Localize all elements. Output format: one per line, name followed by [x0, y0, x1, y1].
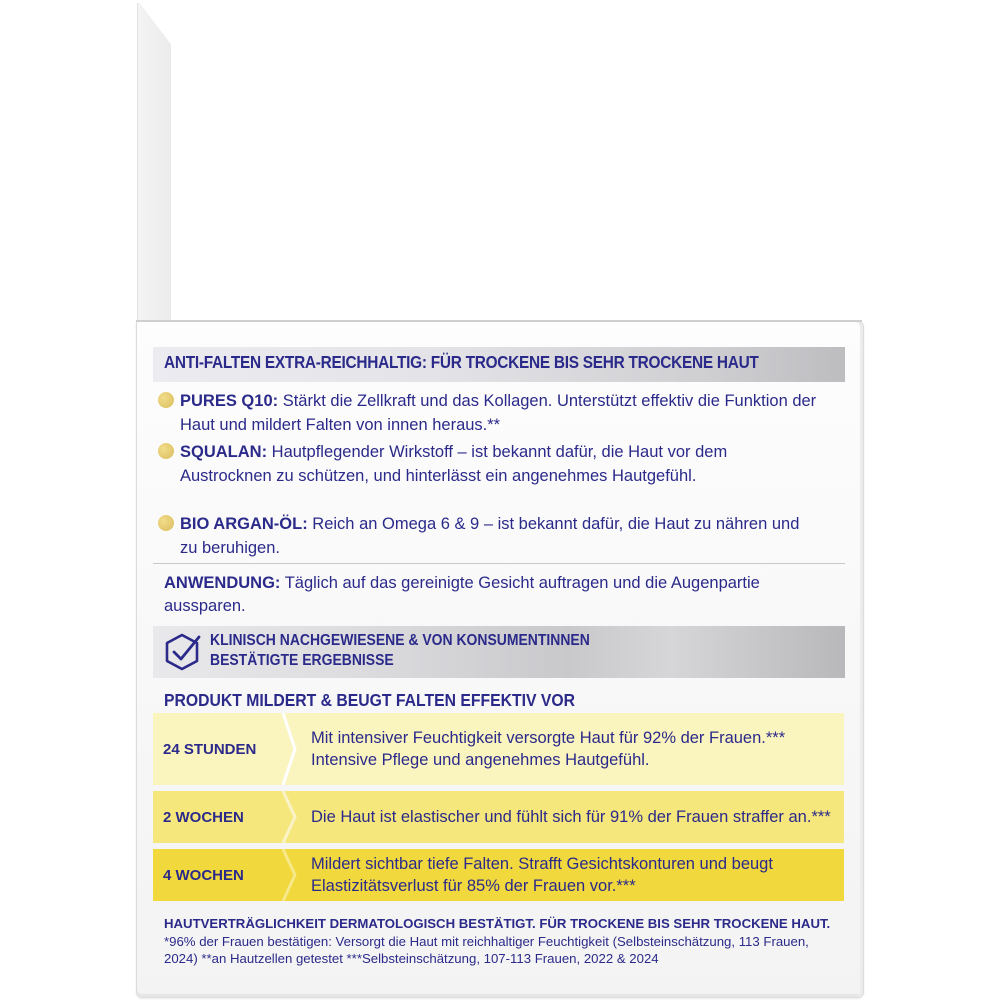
usage-text: Täglich auf das gereinigte Gesicht auftragen und die Augenpartie aussparen. — [164, 574, 760, 615]
product-title — [164, 352, 759, 373]
divider — [153, 563, 845, 564]
ingredient-item — [158, 440, 820, 488]
box-top-edge — [136, 320, 862, 322]
ingredient-name: SQUALAN: — [180, 443, 268, 461]
clinical-claim-text — [210, 631, 590, 671]
ingredient-description: Reich an Omega 6 & 9 – ist bekannt dafür, die Haut zu nähren und zu beruhigen. — [180, 515, 800, 557]
shield-check-icon — [163, 632, 201, 672]
footnote-bold: HAUTVERTRÄGLICHKEIT DERMATOLOGISCH BESTÄTIGT. FÜR TROCKENE BIS SEHR TROCKENE HAUT. — [164, 916, 831, 931]
claim-line1: KLINISCH NACHGEWIESENE & VON KONSUMENTINNEN — [210, 632, 590, 649]
gold-bullet-icon — [158, 515, 174, 531]
result-description: Die Haut ist elastischer und fühlt sich für 91% der Frauen straffer an.*** — [311, 808, 831, 826]
result-period: 2 WOCHEN — [163, 808, 244, 826]
title-part2: FÜR TROCKENE BIS SEHR TROCKENE HAUT — [426, 352, 759, 372]
ingredient-description: Hautpflegender Wirkstoff – ist bekannt dafür, die Haut vor dem Austrocknen zu schützen, und hinterlässt ein angenehmes Hautgefühl. — [180, 443, 728, 485]
ingredient-description: Stärkt die Zellkraft und das Kollagen. Unterstützt effektiv die Funktion der Haut und mildert Falten von innen heraus.** — [180, 392, 817, 434]
result-row-2w — [153, 791, 844, 843]
box-top-flap — [137, 3, 171, 321]
ingredient-text — [180, 440, 820, 488]
ingredient-item — [158, 389, 820, 437]
ingredient-name: PURES Q10: — [180, 392, 279, 410]
ingredient-text — [180, 389, 820, 437]
title-part1: ANTI-FALTEN EXTRA-REICHHALTIG: — [164, 352, 427, 372]
footnote-text: *96% der Frauen bestätigen: Versorgt die Haut mit reichhaltiger Feuchtigkeit (Selbsteinschätzung, 113 Frauen, 2024) **an Hautzellen getestet ***Selbsteinschätzung, 107-113 Frauen, 2022 & 2024 — [164, 933, 809, 966]
usage-instructions — [164, 572, 824, 618]
result-row-24h — [153, 713, 844, 785]
chevron-separator-icon — [281, 791, 297, 843]
gold-bullet-icon — [158, 443, 174, 459]
result-period: 24 STUNDEN — [163, 740, 257, 758]
chevron-separator-icon — [281, 713, 297, 785]
result-description: Mildert sichtbar tiefe Falten. Strafft Gesichtskonturen und beugt Elastizitätsverlust für 85% der Frauen vor.*** — [311, 855, 773, 895]
chevron-separator-icon — [281, 849, 297, 901]
results-title: PRODUKT MILDERT & BEUGT FALTEN EFFEKTIV VOR — [164, 690, 575, 710]
claim-line2: BESTÄTIGTE ERGEBNISSE — [210, 652, 394, 669]
footnote — [164, 915, 844, 968]
ingredient-name: BIO ARGAN-ÖL: — [180, 515, 308, 533]
result-description: Mit intensiver Feuchtigkeit versorgte Haut für 92% der Frauen.*** Intensive Pflege und angenehmes Hautgefühl. — [311, 729, 786, 769]
result-period: 4 WOCHEN — [163, 866, 244, 884]
ingredient-text — [180, 512, 820, 560]
usage-label: ANWENDUNG: — [164, 574, 281, 592]
ingredient-item — [158, 512, 820, 560]
gold-bullet-icon — [158, 392, 174, 408]
result-row-4w — [153, 849, 844, 901]
